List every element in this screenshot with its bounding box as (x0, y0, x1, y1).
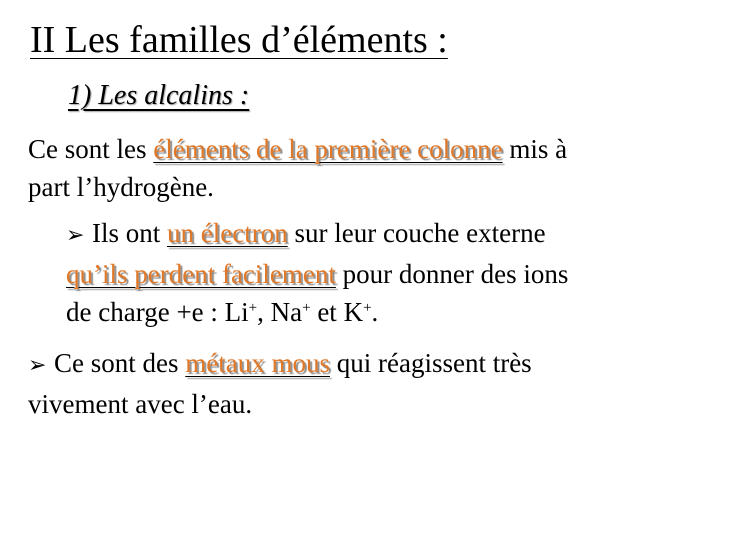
bullet2-text-line2: vivement avec l’eau. (28, 389, 253, 419)
potassium-charge: + (363, 300, 372, 316)
arrow-bullet-icon: ➢ (28, 353, 47, 378)
lithium-charge: + (248, 300, 258, 316)
bullet2-text-end: qui réagissent très (329, 348, 532, 378)
highlight-lose-easily: qu’ils perdent facilement (66, 259, 336, 289)
bullet1-sep2: et K (310, 297, 364, 327)
highlight-soft-metals: métaux mous (185, 348, 330, 378)
sodium-charge: + (302, 300, 311, 316)
bullet1-text-post: pour donner des ions (335, 259, 569, 289)
bullet1-line3: de charge +e : Li (66, 297, 249, 327)
arrow-bullet-icon: ➢ (66, 223, 85, 248)
intro-text-end: mis à (502, 134, 568, 164)
bullet-soft-metals (28, 344, 532, 423)
bullet1-text-mid: sur leur couche externe (287, 218, 546, 248)
bullet1-sep1: , Na (257, 297, 303, 327)
bullet2-text-start: Ce sont des (54, 348, 186, 378)
paragraph-intro (28, 130, 567, 206)
bullet1-end: . (371, 297, 379, 327)
highlight-first-column: éléments de la première colonne (153, 134, 503, 164)
subsection-title: 1) Les alcalins : (68, 80, 250, 111)
intro-text-start: Ce sont les (28, 134, 154, 164)
bullet-electron (66, 214, 568, 331)
intro-text-line2: part l’hydrogène. (28, 172, 214, 202)
section-title: II Les familles d’éléments : (30, 19, 448, 61)
highlight-one-electron: un électron (167, 218, 288, 248)
bullet1-text-start: Ils ont (92, 218, 168, 248)
